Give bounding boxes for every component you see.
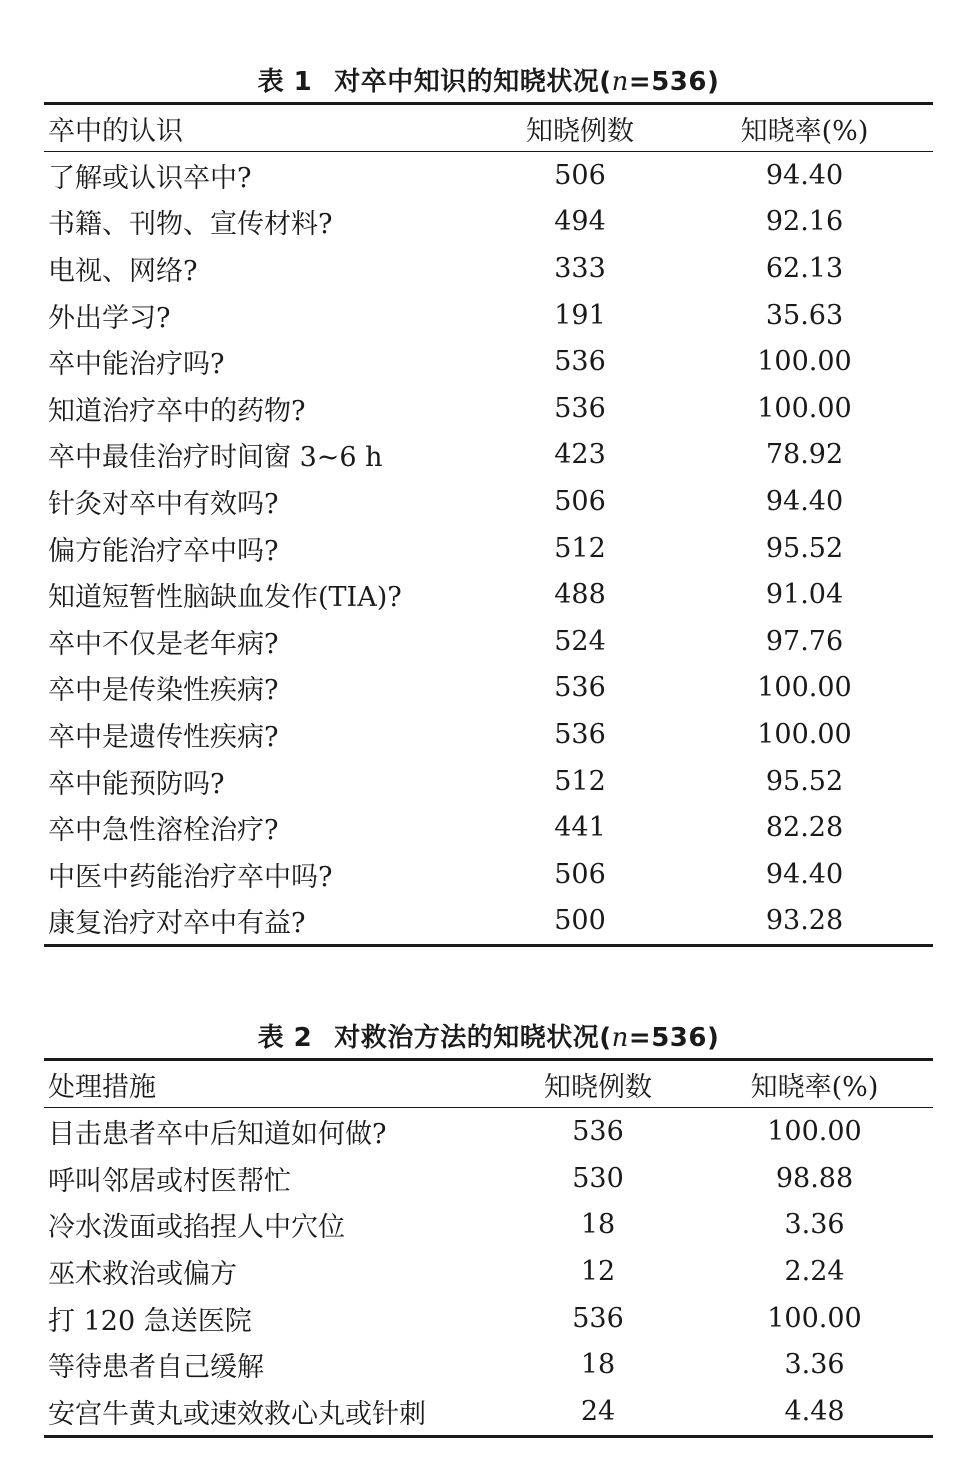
row-item: 电视、网络? bbox=[48, 255, 198, 287]
row-rate: 95.52 bbox=[765, 532, 844, 564]
row-item: 知道短暂性脑缺血发作(TIA)? bbox=[48, 582, 402, 614]
table-2 bbox=[44, 1018, 933, 1438]
row-rate: 100.00 bbox=[767, 1302, 862, 1334]
column-header-rate: 知晓率(%) bbox=[740, 115, 869, 147]
row-count: 12 bbox=[580, 1255, 616, 1287]
row-item: 等待患者自己缓解 bbox=[48, 1352, 264, 1384]
table-row bbox=[44, 1341, 933, 1388]
row-item: 卒中不仅是老年病? bbox=[48, 628, 279, 660]
row-count: 191 bbox=[554, 299, 606, 331]
row-count: 506 bbox=[554, 159, 606, 191]
row-count: 18 bbox=[580, 1209, 616, 1241]
table-1-grid bbox=[44, 102, 933, 947]
table-1-n-value: =536 bbox=[628, 67, 707, 97]
row-rate: 3.36 bbox=[784, 1349, 845, 1381]
row-item: 呼叫邻居或村医帮忙 bbox=[48, 1165, 291, 1197]
table-row bbox=[44, 152, 933, 199]
row-count: 512 bbox=[554, 532, 606, 564]
table-1-label: 表 1 bbox=[257, 67, 313, 97]
column-header-count: 知晓例数 bbox=[526, 115, 634, 147]
row-rate: 100.00 bbox=[757, 392, 852, 424]
table-row bbox=[44, 1108, 933, 1155]
row-count: 536 bbox=[554, 346, 606, 378]
table-1-n-var: n bbox=[611, 67, 629, 97]
table-row bbox=[44, 851, 933, 898]
table-row bbox=[44, 1201, 933, 1248]
column-header-count: 知晓例数 bbox=[544, 1071, 652, 1103]
row-rate: 78.92 bbox=[765, 439, 844, 471]
row-count: 441 bbox=[554, 812, 606, 844]
row-count: 18 bbox=[580, 1349, 616, 1381]
row-item: 偏方能治疗卒中吗? bbox=[48, 535, 279, 567]
row-item: 卒中最佳治疗时间窗 3~6 h bbox=[48, 442, 383, 474]
row-count: 488 bbox=[554, 579, 606, 611]
table-row bbox=[44, 1295, 933, 1342]
table-row bbox=[44, 385, 933, 432]
row-item: 打 120 急送医院 bbox=[48, 1305, 252, 1337]
row-item: 了解或认识卒中? bbox=[48, 162, 252, 194]
row-count: 536 bbox=[554, 718, 606, 750]
table-2-n-value: =536 bbox=[628, 1023, 707, 1053]
row-item: 安宫牛黄丸或速效救心丸或针刺 bbox=[48, 1398, 426, 1430]
row-count: 536 bbox=[554, 392, 606, 424]
row-count: 506 bbox=[554, 485, 606, 517]
row-rate: 100.00 bbox=[757, 672, 852, 704]
row-count: 530 bbox=[572, 1162, 624, 1194]
row-count: 24 bbox=[580, 1395, 616, 1427]
table-2-title: 对救治方法的知晓状况 bbox=[334, 1023, 600, 1053]
table-row bbox=[44, 292, 933, 339]
row-item: 卒中是遗传性疾病? bbox=[48, 721, 279, 753]
row-rate: 4.48 bbox=[784, 1395, 845, 1427]
row-count: 536 bbox=[554, 672, 606, 704]
row-rate: 2.24 bbox=[784, 1255, 845, 1287]
table-2-header-row bbox=[44, 1060, 933, 1108]
row-count: 524 bbox=[554, 625, 606, 657]
table-row bbox=[44, 571, 933, 618]
table-row bbox=[44, 665, 933, 712]
row-rate: 91.04 bbox=[765, 579, 844, 611]
table-row bbox=[44, 711, 933, 758]
row-count: 506 bbox=[554, 858, 606, 890]
table-row bbox=[44, 898, 933, 946]
row-rate: 100.00 bbox=[757, 346, 852, 378]
row-rate: 93.28 bbox=[765, 905, 844, 937]
row-rate: 94.40 bbox=[765, 858, 844, 890]
row-count: 333 bbox=[554, 252, 606, 284]
row-count: 494 bbox=[554, 206, 606, 238]
row-rate: 94.40 bbox=[765, 159, 844, 191]
row-item: 中医中药能治疗卒中吗? bbox=[48, 861, 333, 893]
row-rate: 95.52 bbox=[765, 765, 844, 797]
row-rate: 94.40 bbox=[765, 485, 844, 517]
table-2-caption: 表 2 对救治方法的知晓状况(n=536) bbox=[257, 1023, 720, 1053]
table-1 bbox=[44, 62, 933, 947]
row-item: 卒中能治疗吗? bbox=[48, 349, 225, 381]
row-rate: 97.76 bbox=[765, 625, 844, 657]
table-row bbox=[44, 338, 933, 385]
table-row bbox=[44, 199, 933, 246]
row-rate: 98.88 bbox=[775, 1162, 854, 1194]
column-header-item: 卒中的认识 bbox=[48, 115, 183, 147]
column-header-rate: 知晓率(%) bbox=[750, 1071, 879, 1103]
column-header-item: 处理措施 bbox=[48, 1071, 156, 1103]
row-item: 康复治疗对卒中有益? bbox=[48, 908, 306, 940]
table-row bbox=[44, 478, 933, 525]
row-item: 知道治疗卒中的药物? bbox=[48, 395, 306, 427]
row-rate: 100.00 bbox=[767, 1115, 862, 1147]
row-rate: 100.00 bbox=[757, 718, 852, 750]
row-item: 针灸对卒中有效吗? bbox=[48, 488, 279, 520]
row-count: 536 bbox=[572, 1302, 624, 1334]
table-2-grid bbox=[44, 1058, 933, 1438]
table-2-n-var: n bbox=[611, 1023, 629, 1053]
table-row bbox=[44, 1248, 933, 1295]
row-rate: 62.13 bbox=[765, 252, 844, 284]
table-row bbox=[44, 758, 933, 805]
row-item: 巫术救治或偏方 bbox=[48, 1258, 237, 1290]
table-2-label: 表 2 bbox=[257, 1023, 313, 1053]
row-rate: 92.16 bbox=[765, 206, 844, 238]
row-count: 512 bbox=[554, 765, 606, 797]
table-row bbox=[44, 618, 933, 665]
row-item: 目击患者卒中后知道如何做? bbox=[48, 1118, 387, 1150]
table-row bbox=[44, 1155, 933, 1202]
table-row bbox=[44, 432, 933, 479]
row-item: 卒中是传染性疾病? bbox=[48, 675, 279, 707]
row-rate: 3.36 bbox=[784, 1209, 845, 1241]
table-row bbox=[44, 245, 933, 292]
table-1-header-row bbox=[44, 104, 933, 152]
row-count: 536 bbox=[572, 1115, 624, 1147]
table-1-title: 对卒中知识的知晓状况 bbox=[334, 67, 600, 97]
row-item: 书籍、刊物、宣传材料? bbox=[48, 209, 333, 241]
row-item: 冷水泼面或掐捏人中穴位 bbox=[48, 1212, 345, 1244]
row-item: 卒中急性溶栓治疗? bbox=[48, 815, 279, 847]
table-1-caption: 表 1 对卒中知识的知晓状况(n=536) bbox=[257, 67, 720, 97]
table-row bbox=[44, 804, 933, 851]
row-item: 外出学习? bbox=[48, 302, 171, 334]
row-item: 卒中能预防吗? bbox=[48, 768, 225, 800]
row-count: 500 bbox=[554, 905, 606, 937]
row-count: 423 bbox=[554, 439, 606, 471]
row-rate: 35.63 bbox=[765, 299, 844, 331]
table-row bbox=[44, 525, 933, 572]
table-row bbox=[44, 1388, 933, 1436]
row-rate: 82.28 bbox=[765, 812, 844, 844]
